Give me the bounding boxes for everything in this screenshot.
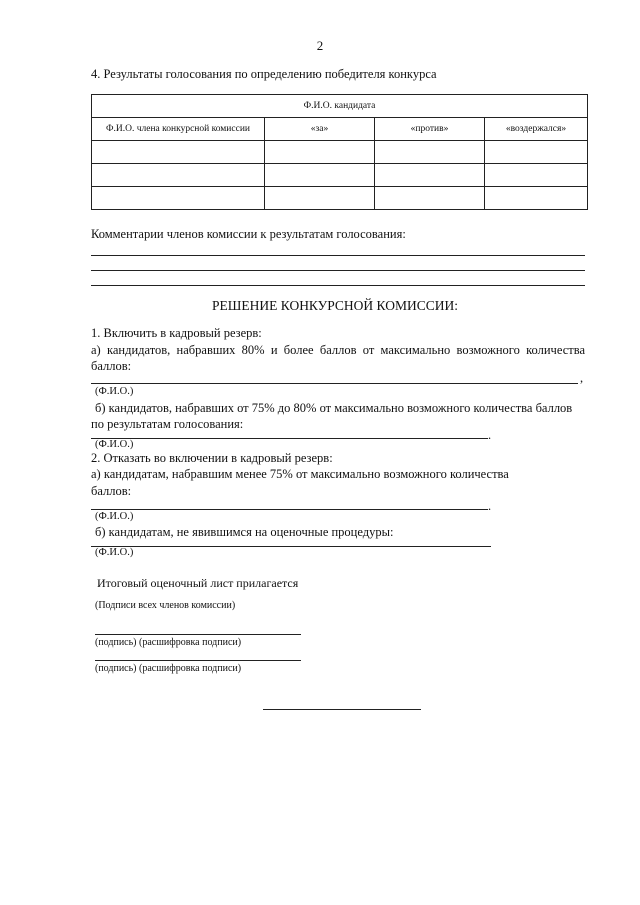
name-input-line	[91, 509, 488, 510]
signature-line	[95, 634, 301, 635]
item-1a-text-line1: а) кандидатов, набравших 80% и более баллов от максимально возможного количества	[91, 343, 585, 357]
item-2a-text-line2: баллов:	[91, 484, 132, 498]
column-header-for: «за»	[265, 118, 375, 141]
table-cell	[92, 141, 265, 164]
final-sheet-note: Итоговый оценочный лист прилагается	[97, 576, 299, 590]
fio-caption: (Ф.И.О.)	[95, 439, 134, 450]
table-cell	[92, 187, 265, 210]
table-cell	[485, 164, 588, 187]
name-input-line	[91, 438, 488, 439]
comments-label: Комментарии членов комиссии к результатам голосования:	[91, 227, 406, 241]
signature-line	[95, 660, 301, 661]
name-input-line	[91, 546, 491, 547]
table-row	[92, 164, 588, 187]
table-cell	[265, 141, 375, 164]
fio-caption: (Ф.И.О.)	[95, 547, 134, 558]
item-1b-period: .	[488, 428, 492, 442]
item-2b-text: б) кандидатам, не явившимся на оценочные процедуры:	[95, 525, 394, 539]
name-input-line	[91, 383, 578, 384]
table-cell	[485, 187, 588, 210]
item-2a-text-line1: а) кандидатам, набравшим менее 75% от максимально возможного количества	[91, 467, 509, 481]
column-header-against: «против»	[375, 118, 485, 141]
decision-title: РЕШЕНИЕ КОНКУРСНОЙ КОМИССИИ:	[212, 298, 458, 313]
item-1b-text-line1: б) кандидатов, набравших от 75% до 80% от максимально возможного количества баллов	[95, 401, 573, 415]
signatures-label: (Подписи всех членов комиссии)	[95, 600, 236, 611]
item-2a-period: .	[488, 499, 492, 513]
table-cell	[485, 141, 588, 164]
signature-caption: (подпись) (расшифровка подписи)	[95, 663, 242, 674]
candidate-header-cell: Ф.И.О. кандидата	[92, 95, 588, 118]
column-header-abstained: «воздержался»	[485, 118, 588, 141]
column-header-member: Ф.И.О. члена конкурсной комиссии	[92, 118, 265, 141]
table-cell	[375, 164, 485, 187]
section-4-heading: 4. Результаты голосования по определению победителя конкурса	[91, 67, 437, 81]
table-row	[92, 141, 588, 164]
end-separator-line	[263, 709, 421, 710]
page-number: 2	[316, 38, 324, 53]
table-cell	[265, 164, 375, 187]
comment-line	[91, 270, 585, 271]
table-cell	[92, 164, 265, 187]
fio-caption: (Ф.И.О.)	[95, 511, 134, 522]
signature-caption: (подпись) (расшифровка подписи)	[95, 637, 242, 648]
item-2-heading: 2. Отказать во включении в кадровый резерв:	[91, 451, 333, 465]
table-cell	[375, 141, 485, 164]
voting-results-table	[91, 94, 588, 210]
table-cell	[375, 187, 485, 210]
comment-line	[91, 255, 585, 256]
item-1a-comma: ,	[580, 371, 584, 385]
comment-line	[91, 285, 585, 286]
item-1-heading: 1. Включить в кадровый резерв:	[91, 326, 262, 340]
fio-caption: (Ф.И.О.)	[95, 386, 134, 397]
item-1b-text-line2: по результатам голосования:	[91, 417, 244, 431]
table-cell	[265, 187, 375, 210]
item-1a-text-line2: баллов:	[91, 359, 132, 373]
table-row	[92, 187, 588, 210]
